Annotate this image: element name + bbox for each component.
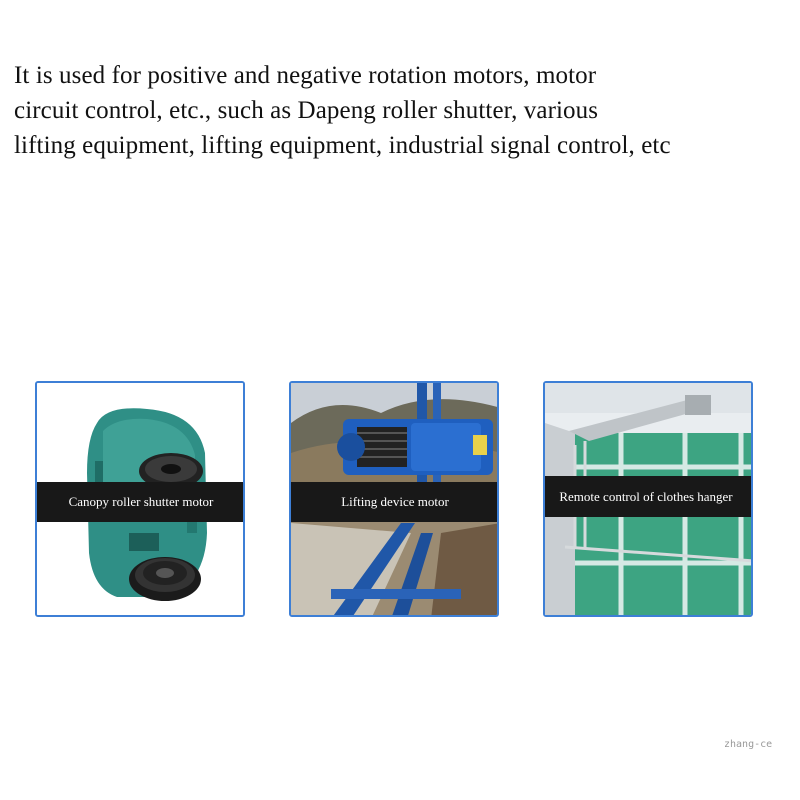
application-card-clothes-hanger [543, 381, 753, 617]
application-card-roller-shutter [35, 381, 245, 617]
headline-line-3: lifting equipment, lifting equipment, industrial signal control, etc [14, 132, 671, 159]
headline-line-1: It is used for positive and negative rotation motors, motor [14, 62, 597, 89]
caption-roller-shutter-motor: Canopy roller shutter motor [35, 482, 245, 522]
caption-clothes-hanger: Remote control of clothes hanger [543, 476, 753, 517]
application-card-lifting-device [289, 381, 499, 617]
headline-text [14, 58, 798, 163]
caption-lifting-device-motor: Lifting device motor [289, 482, 499, 522]
watermark-text: zhang-ce [724, 739, 773, 750]
headline-line-2: circuit control, etc., such as Dapeng roller shutter, various [14, 97, 599, 124]
